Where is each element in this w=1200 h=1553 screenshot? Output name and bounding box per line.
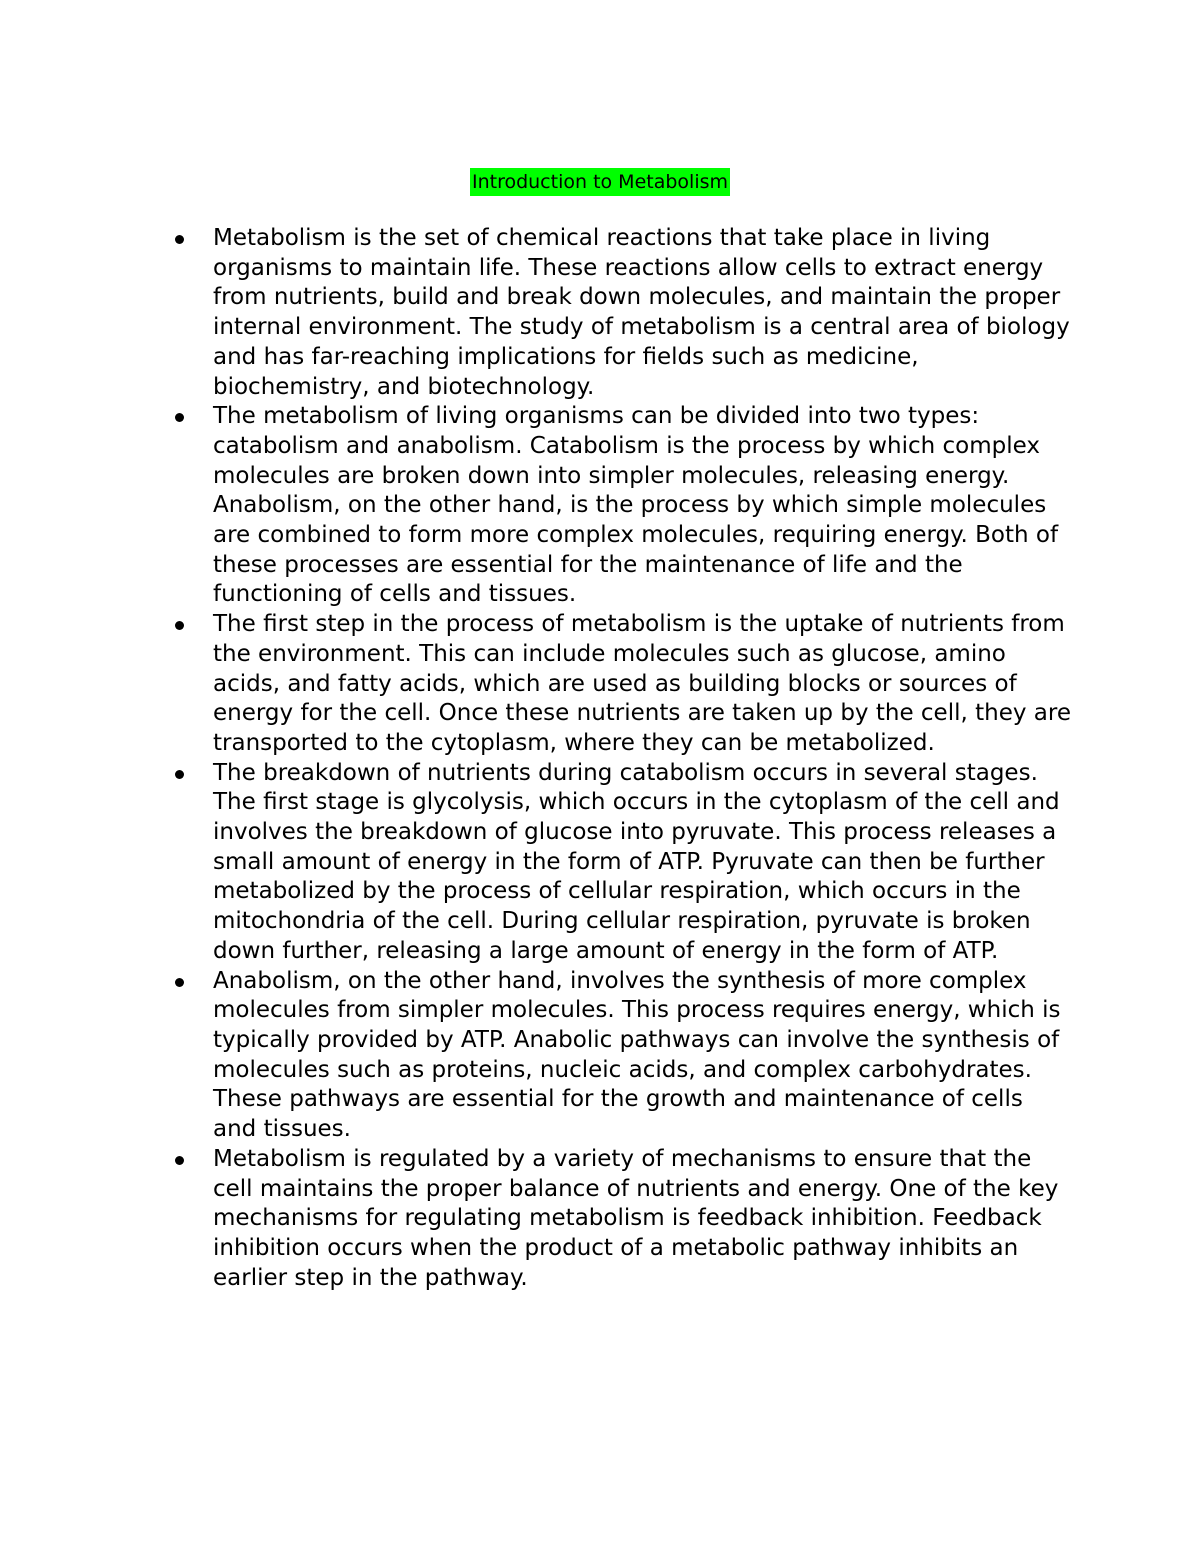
bullet-item <box>172 759 1072 967</box>
bullet-list <box>172 224 1072 1293</box>
bullet-dot-icon <box>175 621 184 630</box>
bullet-dot-icon <box>175 235 184 244</box>
bullet-dot-icon <box>175 1156 184 1165</box>
bullet-dot-icon <box>175 413 184 422</box>
bullet-item <box>172 224 1072 402</box>
bullet-item <box>172 402 1072 610</box>
document-title: Introduction to Metabolism <box>470 168 730 196</box>
bullet-item <box>172 967 1072 1145</box>
bullet-item <box>172 1145 1072 1294</box>
bullet-text: Metabolism is regulated by a variety of mechanisms to ensure that the cell maintains the proper balance of nutrients and energy. One of the key mechanisms for regulating metabolism is feedback inhibition. Feedback inhibition occurs when the product of a metabolic pathway inhibits an earlier step in the pathway. <box>213 1145 1059 1291</box>
bullet-text: The first step in the process of metabolism is the uptake of nutrients from the environment. This can include molecules such as glucose, amino acids, and fatty acids, which are used as building blocks or sources of energy for the cell. Once these nutrients are taken up by the cell, they are transported to the cytoplasm, where they can be metabolized. <box>213 611 1071 756</box>
bullet-dot-icon <box>175 770 184 779</box>
bullet-text: Anabolism, on the other hand, involves the synthesis of more complex molecules from simpler molecules. This process requires energy, which is typically provided by ATP. Anabolic pathways can involve the synthesis of molecules such as proteins, nucleic acids, and complex carbohydrates. These pathways are essential for the growth and maintenance of cells and tissues. <box>213 967 1061 1143</box>
bullet-dot-icon <box>175 978 184 987</box>
title-container <box>0 168 1200 196</box>
bullet-item <box>172 610 1072 759</box>
bullet-text: Metabolism is the set of chemical reactions that take place in living organisms to maintain life. These reactions allow cells to extract energy from nutrients, build and break down molecules, and maintain the proper internal environment. The study of metabolism is a central area of biology and has far-reaching implications for fields such as medicine, biochemistry, and biotechnology. <box>213 225 1070 400</box>
bullet-text: The breakdown of nutrients during catabolism occurs in several stages. The first stage is glycolysis, which occurs in the cytoplasm of the cell and involves the breakdown of glucose into pyruvate. This process releases a small amount of energy in the form of ATP. Pyruvate can then be further metabolized by the process of cellular respiration, which occurs in the mitochondria of the cell. During cellular respiration, pyruvate is broken down further, releasing a large amount of energy in the form of ATP. <box>213 759 1060 964</box>
bullet-text: The metabolism of living organisms can be divided into two types: catabolism and anabolism. Catabolism is the process by which complex molecules are broken down into simpler molecules, releasing energy. Anabolism, on the other hand, is the process by which simple molecules are combined to form more complex molecules, requiring energy. Both of these processes are essential for the maintenance of life and the functioning of cells and tissues. <box>213 403 1059 608</box>
